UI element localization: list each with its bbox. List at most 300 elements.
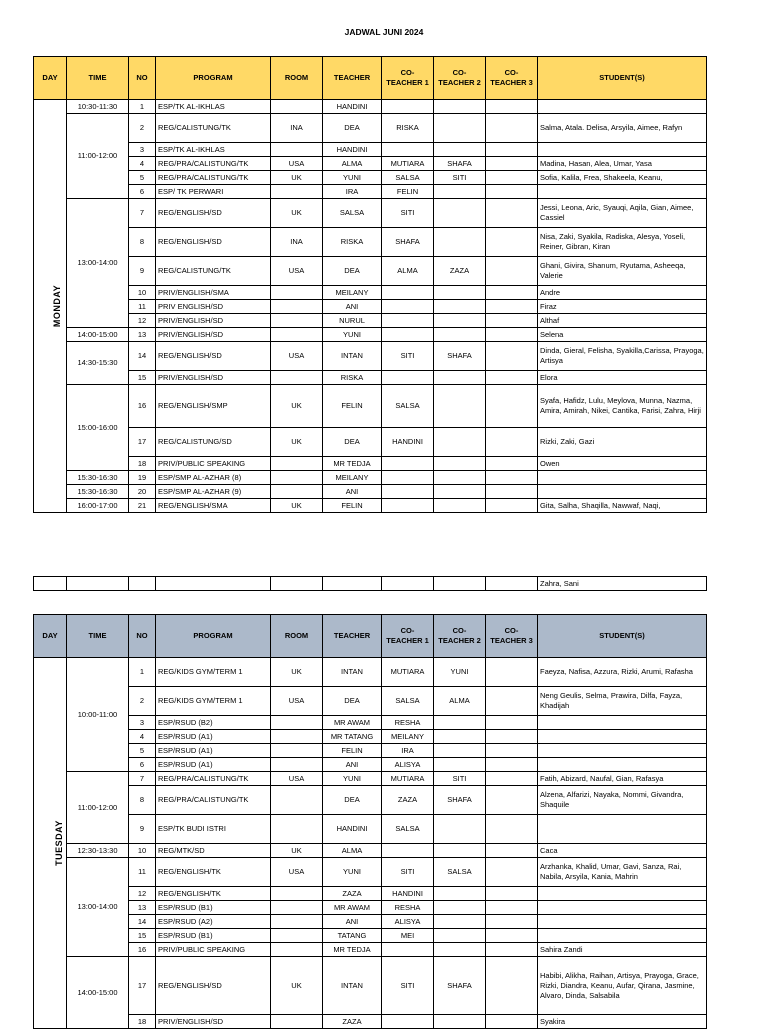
teacher-cell: ZAZA <box>323 1015 382 1029</box>
teacher-cell: MR TEDJA <box>323 457 382 471</box>
co-teacher-1-cell: ALISYA <box>382 915 434 929</box>
room-cell: INA <box>271 114 323 143</box>
room-cell: USA <box>271 687 323 716</box>
teacher-cell: YUNI <box>323 328 382 342</box>
table-row <box>34 457 707 471</box>
program-cell: ESP/RSUD (A1) <box>156 758 271 772</box>
teacher-cell: IRA <box>323 185 382 199</box>
time-cell: 15:30-16:30 <box>67 471 129 485</box>
table-row <box>34 371 707 385</box>
number-cell: 11 <box>129 858 156 887</box>
teacher-cell: FELIN <box>323 499 382 513</box>
students-cell <box>538 716 707 730</box>
table-row <box>34 844 707 858</box>
header-co-teacher-1: CO-TEACHER 1 <box>382 57 434 100</box>
co-teacher-1-cell: ZAZA <box>382 786 434 815</box>
room-cell: USA <box>271 858 323 887</box>
co-teacher-2-cell <box>434 471 486 485</box>
header-day: DAY <box>34 615 67 658</box>
students-cell: Selena <box>538 328 707 342</box>
table-row <box>34 485 707 499</box>
co-teacher-1-cell: IRA <box>382 744 434 758</box>
table-row <box>34 772 707 786</box>
table-row <box>34 499 707 513</box>
co-teacher-2-cell <box>434 758 486 772</box>
table-row <box>34 385 707 428</box>
room-cell: UK <box>271 844 323 858</box>
number-cell: 16 <box>129 385 156 428</box>
students-cell <box>538 185 707 199</box>
table-row <box>34 342 707 371</box>
number-cell: 7 <box>129 772 156 786</box>
program-cell: PRIV/ENGLISH/SD <box>156 1015 271 1029</box>
header-students: STUDENT(S) <box>538 615 707 658</box>
time-cell: 14:30-15:30 <box>67 342 129 385</box>
co-teacher-1-cell <box>382 300 434 314</box>
co-teacher-1-cell: SITI <box>382 858 434 887</box>
co-teacher-3-cell <box>486 157 538 171</box>
students-cell: Althaf <box>538 314 707 328</box>
table-row <box>34 185 707 199</box>
room-cell <box>271 143 323 157</box>
room-cell: UK <box>271 199 323 228</box>
co-teacher-3-cell <box>486 772 538 786</box>
teacher-cell: ANI <box>323 485 382 499</box>
number-cell: 21 <box>129 499 156 513</box>
number-cell: 3 <box>129 143 156 157</box>
co-teacher-2-cell <box>434 457 486 471</box>
program-cell: REG/ENGLISH/SD <box>156 957 271 1015</box>
number-cell: 9 <box>129 257 156 286</box>
co-teacher-2-cell <box>434 499 486 513</box>
co-teacher-3-cell <box>486 758 538 772</box>
room-cell <box>271 485 323 499</box>
co-teacher-1-cell <box>382 286 434 300</box>
time-cell: 14:00-15:00 <box>67 957 129 1029</box>
program-cell: ESP/RSUD (A2) <box>156 915 271 929</box>
program-cell: REG/PRA/CALISTUNG/TK <box>156 786 271 815</box>
students-cell <box>538 815 707 844</box>
number-cell: 2 <box>129 687 156 716</box>
room-cell: UK <box>271 385 323 428</box>
room-cell <box>271 185 323 199</box>
program-cell: REG/PRA/CALISTUNG/TK <box>156 171 271 185</box>
table-row <box>34 328 707 342</box>
program-cell: PRIV/ENGLISH/SD <box>156 328 271 342</box>
students-cell <box>538 143 707 157</box>
time-cell: 15:00-16:00 <box>67 385 129 471</box>
co-teacher-3-cell <box>486 100 538 114</box>
co-teacher-2-cell: SHAFA <box>434 957 486 1015</box>
program-cell: ESP/SMP AL-AZHAR (8) <box>156 471 271 485</box>
number-cell: 5 <box>129 744 156 758</box>
header-co-teacher-2: CO-TEACHER 2 <box>434 615 486 658</box>
program-cell: PRIV/ENGLISH/SD <box>156 371 271 385</box>
students-cell: Syafa, Hafidz, Lulu, Meylova, Munna, Nazma, Amira, Amirah, Nikei, Cantika, Farisi, Zahra, Hirji <box>538 385 707 428</box>
table-row <box>34 577 707 591</box>
students-cell: Ghani, Givira, Shanum, Ryutama, Asheeqa, Valerie <box>538 257 707 286</box>
co-teacher-1-cell <box>382 314 434 328</box>
co-teacher-2-cell <box>434 228 486 257</box>
students-cell: Madina, Hasan, Alea, Umar, Yasa <box>538 157 707 171</box>
tuesday-header-row <box>34 615 707 658</box>
table-row <box>34 228 707 257</box>
program-cell: REG/ENGLISH/SD <box>156 342 271 371</box>
students-cell: Owen <box>538 457 707 471</box>
table-row <box>34 428 707 457</box>
number-cell: 14 <box>129 915 156 929</box>
teacher-cell: RISKA <box>323 228 382 257</box>
co-teacher-1-cell <box>382 499 434 513</box>
table-row <box>34 915 707 929</box>
co-teacher-2-cell <box>434 929 486 943</box>
header-teacher: TEACHER <box>323 615 382 658</box>
teacher-cell: MR TATANG <box>323 730 382 744</box>
co-teacher-3-cell <box>486 943 538 957</box>
room-cell <box>271 815 323 844</box>
co-teacher-1-cell: SHAFA <box>382 228 434 257</box>
teacher-cell: MEILANY <box>323 471 382 485</box>
number-cell: 4 <box>129 730 156 744</box>
number-cell: 5 <box>129 171 156 185</box>
room-cell <box>271 786 323 815</box>
teacher-cell: ZAZA <box>323 887 382 901</box>
teacher-cell: YUNI <box>323 171 382 185</box>
students-cell: Sahira Zandi <box>538 943 707 957</box>
number-cell: 8 <box>129 228 156 257</box>
room-cell <box>271 471 323 485</box>
students-cell <box>538 744 707 758</box>
teacher-cell: NURUL <box>323 314 382 328</box>
students-cell: Arzhanka, Khalid, Umar, Gavi, Sanza, Rai, Nabila, Arsyila, Kania, Mahrin <box>538 858 707 887</box>
table-row <box>34 758 707 772</box>
time-cell: 16:00-17:00 <box>67 499 129 513</box>
co-teacher-3-cell <box>486 485 538 499</box>
program-cell: PRIV/ENGLISH/SMA <box>156 286 271 300</box>
number-cell: 15 <box>129 929 156 943</box>
teacher-cell: DEA <box>323 114 382 143</box>
number-cell: 6 <box>129 185 156 199</box>
co-teacher-3-cell <box>486 286 538 300</box>
co-teacher-3-cell <box>486 858 538 887</box>
number-cell: 12 <box>129 887 156 901</box>
number-cell: 16 <box>129 943 156 957</box>
co-teacher-3-cell <box>486 342 538 371</box>
co-teacher-1-cell: SALSA <box>382 687 434 716</box>
students-cell: Elora <box>538 371 707 385</box>
program-cell: REG/ENGLISH/SD <box>156 199 271 228</box>
room-cell <box>271 314 323 328</box>
co-teacher-1-cell <box>382 371 434 385</box>
day-label: TUESDAY <box>53 819 64 866</box>
room-cell <box>271 457 323 471</box>
time-cell: 15:30-16:30 <box>67 485 129 499</box>
header-no: NO <box>129 57 156 100</box>
co-teacher-1-cell <box>382 485 434 499</box>
time-cell: 10:00-11:00 <box>67 658 129 772</box>
students-cell: Caca <box>538 844 707 858</box>
teacher-cell: MR AWAM <box>323 716 382 730</box>
room-cell <box>271 929 323 943</box>
teacher-cell: DEA <box>323 428 382 457</box>
students-cell: Jessi, Leona, Aric, Syauqi, Aqila, Gian, Aimee, Cassiel <box>538 199 707 228</box>
number-cell: 17 <box>129 957 156 1015</box>
program-cell: ESP/TK AL-IKHLAS <box>156 100 271 114</box>
program-cell: PRIV ENGLISH/SD <box>156 300 271 314</box>
co-teacher-1-cell: SALSA <box>382 171 434 185</box>
co-teacher-3-cell <box>486 786 538 815</box>
co-teacher-2-cell <box>434 371 486 385</box>
table-row <box>34 957 707 1015</box>
students-cell <box>538 730 707 744</box>
room-cell: USA <box>271 342 323 371</box>
program-cell: REG/ENGLISH/TK <box>156 858 271 887</box>
co-teacher-1-cell: HANDINI <box>382 887 434 901</box>
program-cell: ESP/RSUD (B1) <box>156 901 271 915</box>
teacher-cell: FELIN <box>323 744 382 758</box>
time-cell: 14:00-15:00 <box>67 328 129 342</box>
co-teacher-1-cell: FELIN <box>382 185 434 199</box>
number-cell: 9 <box>129 815 156 844</box>
co-teacher-1-cell: SITI <box>382 957 434 1015</box>
students-cell: Gita, Salha, Shaqilla, Nawwaf, Naqi, <box>538 499 707 513</box>
program-cell: ESP/SMP AL-AZHAR (9) <box>156 485 271 499</box>
table-row <box>34 786 707 815</box>
students-cell <box>538 901 707 915</box>
program-cell: REG/PRA/CALISTUNG/TK <box>156 157 271 171</box>
teacher-cell: ANI <box>323 300 382 314</box>
students-cell <box>538 485 707 499</box>
room-cell <box>271 887 323 901</box>
program-cell: PRIV/PUBLIC SPEAKING <box>156 943 271 957</box>
table-row <box>34 300 707 314</box>
table-row <box>34 171 707 185</box>
header-co-teacher-2: CO-TEACHER 2 <box>434 57 486 100</box>
co-teacher-1-cell: MUTIARA <box>382 157 434 171</box>
room-cell: UK <box>271 658 323 687</box>
co-teacher-1-cell: HANDINI <box>382 428 434 457</box>
number-cell: 15 <box>129 371 156 385</box>
teacher-cell: ANI <box>323 758 382 772</box>
time-cell: 10:30-11:30 <box>67 100 129 114</box>
number-cell: 11 <box>129 300 156 314</box>
co-teacher-2-cell: ZAZA <box>434 257 486 286</box>
teacher-cell: ANI <box>323 915 382 929</box>
room-cell <box>271 716 323 730</box>
time-cell: 11:00-12:00 <box>67 772 129 844</box>
co-teacher-1-cell <box>382 457 434 471</box>
number-cell: 1 <box>129 100 156 114</box>
co-teacher-1-cell <box>382 143 434 157</box>
program-cell: ESP/RSUD (A1) <box>156 744 271 758</box>
table-row <box>34 100 707 114</box>
co-teacher-3-cell <box>486 887 538 901</box>
room-cell <box>271 100 323 114</box>
room-cell <box>271 915 323 929</box>
teacher-cell: DEA <box>323 257 382 286</box>
co-teacher-3-cell <box>486 844 538 858</box>
room-cell <box>271 901 323 915</box>
program-cell: REG/CALISTUNG/SD <box>156 428 271 457</box>
program-cell: ESP/RSUD (B2) <box>156 716 271 730</box>
teacher-cell: MR TEDJA <box>323 943 382 957</box>
co-teacher-1-cell: ALISYA <box>382 758 434 772</box>
program-cell: PRIV/PUBLIC SPEAKING <box>156 457 271 471</box>
program-cell: ESP/RSUD (A1) <box>156 730 271 744</box>
teacher-cell: YUNI <box>323 858 382 887</box>
table-row <box>34 858 707 887</box>
co-teacher-3-cell <box>486 171 538 185</box>
co-teacher-2-cell <box>434 328 486 342</box>
number-cell: 10 <box>129 286 156 300</box>
header-co-teacher-1: CO-TEACHER 1 <box>382 615 434 658</box>
number-cell: 7 <box>129 199 156 228</box>
co-teacher-3-cell <box>486 257 538 286</box>
students-cell: Syakira <box>538 1015 707 1029</box>
header-time: TIME <box>67 57 129 100</box>
program-cell: REG/CALISTUNG/TK <box>156 114 271 143</box>
program-cell: REG/PRA/CALISTUNG/TK <box>156 772 271 786</box>
co-teacher-1-cell: RISKA <box>382 114 434 143</box>
students-cell: Sofia, Kalila, Frea, Shakeela, Keanu, <box>538 171 707 185</box>
program-cell: ESP/TK BUDI ISTRI <box>156 815 271 844</box>
co-teacher-1-cell <box>382 328 434 342</box>
room-cell: USA <box>271 772 323 786</box>
monday-schedule-table <box>33 56 707 513</box>
number-cell: 2 <box>129 114 156 143</box>
students-cell <box>538 471 707 485</box>
time-cell: 12:30-13:30 <box>67 844 129 858</box>
teacher-cell: INTAN <box>323 658 382 687</box>
table-row <box>34 1015 707 1029</box>
student-cell: Zahra, Sani <box>538 577 707 591</box>
co-teacher-2-cell <box>434 428 486 457</box>
header-room: ROOM <box>271 57 323 100</box>
co-teacher-2-cell: ALMA <box>434 687 486 716</box>
teacher-cell: TATANG <box>323 929 382 943</box>
table-row <box>34 716 707 730</box>
co-teacher-1-cell: RESHA <box>382 716 434 730</box>
teacher-cell: INTAN <box>323 957 382 1015</box>
header-time: TIME <box>67 615 129 658</box>
header-day: DAY <box>34 57 67 100</box>
table-row <box>34 929 707 943</box>
number-cell: 12 <box>129 314 156 328</box>
co-teacher-2-cell <box>434 744 486 758</box>
co-teacher-2-cell <box>434 844 486 858</box>
students-cell: Alzena, Alfarizi, Nayaka, Nommi, Givandra, Shaquile <box>538 786 707 815</box>
co-teacher-2-cell <box>434 1015 486 1029</box>
teacher-cell: RISKA <box>323 371 382 385</box>
room-cell: USA <box>271 157 323 171</box>
room-cell: UK <box>271 499 323 513</box>
co-teacher-2-cell: SHAFA <box>434 342 486 371</box>
teacher-cell: SALSA <box>323 199 382 228</box>
co-teacher-1-cell: SITI <box>382 342 434 371</box>
room-cell: UK <box>271 428 323 457</box>
teacher-cell: FELIN <box>323 385 382 428</box>
co-teacher-3-cell <box>486 1015 538 1029</box>
students-cell: Andre <box>538 286 707 300</box>
header-room: ROOM <box>271 615 323 658</box>
co-teacher-1-cell <box>382 1015 434 1029</box>
table-row <box>34 943 707 957</box>
co-teacher-3-cell <box>486 371 538 385</box>
monday-continuation-table <box>33 576 707 591</box>
room-cell <box>271 286 323 300</box>
co-teacher-3-cell <box>486 744 538 758</box>
co-teacher-2-cell <box>434 385 486 428</box>
co-teacher-2-cell: SHAFA <box>434 786 486 815</box>
table-row <box>34 199 707 228</box>
program-cell: REG/ENGLISH/SMA <box>156 499 271 513</box>
co-teacher-3-cell <box>486 929 538 943</box>
number-cell: 8 <box>129 786 156 815</box>
table-row <box>34 314 707 328</box>
students-cell: Rizki, Zaki, Gazi <box>538 428 707 457</box>
page-title: JADWAL JUNI 2024 <box>344 27 424 37</box>
time-cell: 13:00-14:00 <box>67 858 129 957</box>
co-teacher-1-cell: ALMA <box>382 257 434 286</box>
table-row <box>34 114 707 143</box>
students-cell: Firaz <box>538 300 707 314</box>
room-cell <box>271 943 323 957</box>
table-row <box>34 257 707 286</box>
program-cell: PRIV/ENGLISH/SD <box>156 314 271 328</box>
co-teacher-3-cell <box>486 300 538 314</box>
room-cell: USA <box>271 257 323 286</box>
co-teacher-2-cell <box>434 716 486 730</box>
co-teacher-2-cell: SHAFA <box>434 157 486 171</box>
co-teacher-3-cell <box>486 471 538 485</box>
co-teacher-1-cell: MEI <box>382 929 434 943</box>
co-teacher-3-cell <box>486 499 538 513</box>
room-cell <box>271 300 323 314</box>
program-cell: REG/MTK/SD <box>156 844 271 858</box>
room-cell: UK <box>271 957 323 1015</box>
co-teacher-2-cell <box>434 915 486 929</box>
co-teacher-3-cell <box>486 915 538 929</box>
co-teacher-2-cell: SALSA <box>434 858 486 887</box>
room-cell: UK <box>271 171 323 185</box>
co-teacher-1-cell: SALSA <box>382 385 434 428</box>
co-teacher-3-cell <box>486 199 538 228</box>
students-cell: Nisa, Zaki, Syakila, Radiska, Alesya, Yoseli, Reiner, Gibran, Kiran <box>538 228 707 257</box>
table-row <box>34 687 707 716</box>
number-cell: 1 <box>129 658 156 687</box>
co-teacher-2-cell <box>434 100 486 114</box>
program-cell: ESP/TK AL-IKHLAS <box>156 143 271 157</box>
co-teacher-3-cell <box>486 114 538 143</box>
students-cell <box>538 929 707 943</box>
co-teacher-3-cell <box>486 815 538 844</box>
teacher-cell: MEILANY <box>323 286 382 300</box>
header-teacher: TEACHER <box>323 57 382 100</box>
table-row <box>34 901 707 915</box>
day-label: MONDAY <box>52 284 63 327</box>
co-teacher-2-cell <box>434 143 486 157</box>
number-cell: 13 <box>129 328 156 342</box>
room-cell <box>271 758 323 772</box>
program-cell: REG/ENGLISH/TK <box>156 887 271 901</box>
number-cell: 6 <box>129 758 156 772</box>
students-cell <box>538 100 707 114</box>
number-cell: 4 <box>129 157 156 171</box>
students-cell: Faeyza, Nafisa, Azzura, Rizki, Arumi, Rafasha <box>538 658 707 687</box>
co-teacher-3-cell <box>486 716 538 730</box>
students-cell: Habibi, Alikha, Raihan, Artisya, Prayoga, Grace, Rizki, Diandra, Keanu, Aufar, Qirana, Jasmine, Alvaro, Dinda, Salsabila <box>538 957 707 1015</box>
co-teacher-1-cell: RESHA <box>382 901 434 915</box>
